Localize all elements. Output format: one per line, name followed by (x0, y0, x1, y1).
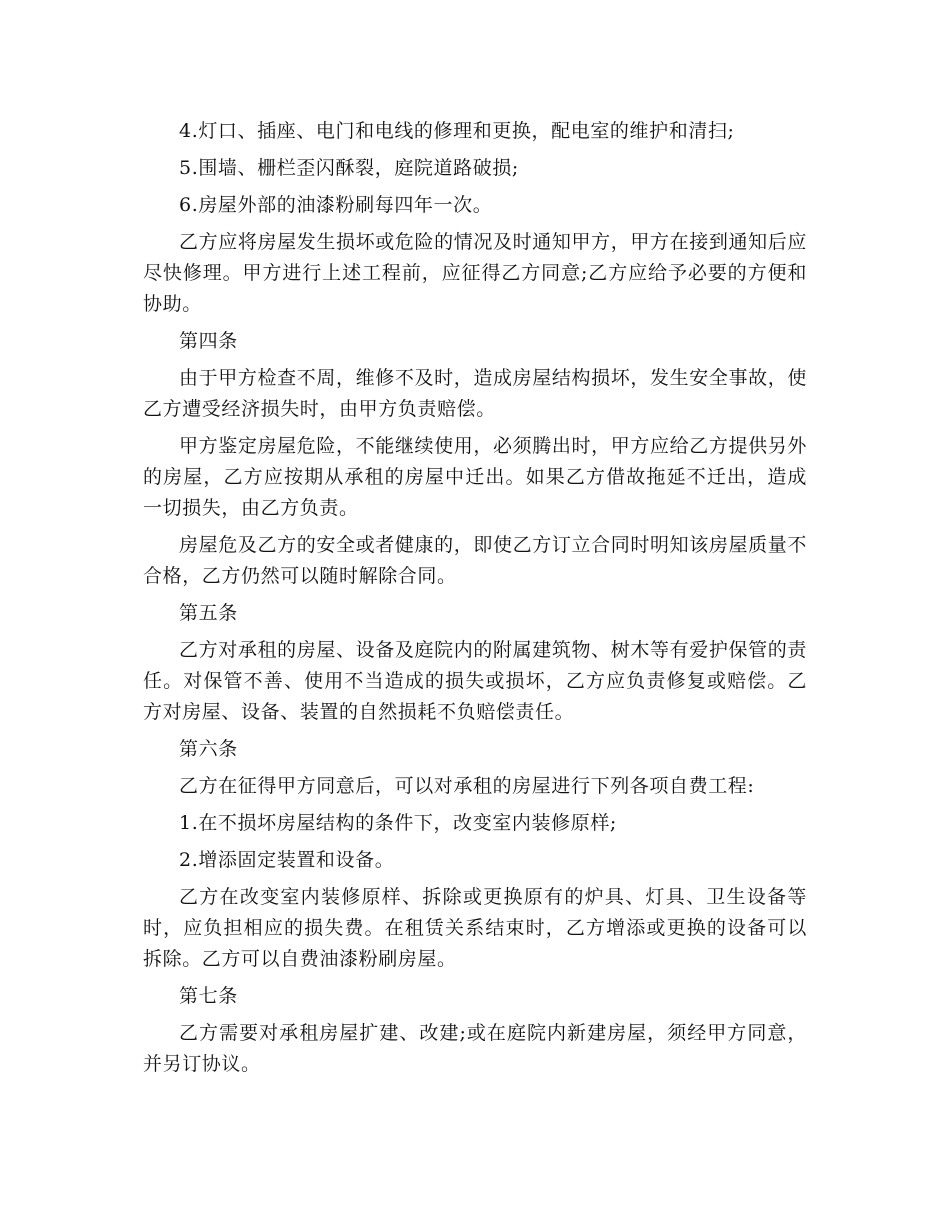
body-paragraph: 乙方在征得甲方同意后，可以对承租的房屋进行下列各项自费工程: (179, 775, 755, 797)
body-paragraph: 房屋危及乙方的安全或者健康的，即使乙方订立合同时明知该房屋质量不合格，乙方仍然可以随时解除合同。 (143, 534, 807, 587)
body-paragraph: 乙方需要对承租房屋扩建、改建;或在庭院内新建房屋，须经甲方同意，并另订协议。 (143, 1022, 807, 1075)
list-item-5: 5.围墙、栅栏歪闪酥裂，庭院道路破损; (179, 157, 519, 179)
article-heading-4: 第四条 (179, 330, 238, 352)
list-item-1: 1.在不损坏房屋结构的条件下，改变室内装修原样; (179, 812, 617, 834)
body-paragraph: 乙方应将房屋发生损坏或危险的情况及时通知甲方，甲方在接到通知后应尽快修理。甲方进行上述工程前，应征得乙方同意;乙方应给予必要的方便和协助。 (143, 231, 807, 315)
body-paragraph: 甲方鉴定房屋危险，不能继续使用，必须腾出时，甲方应给乙方提供另外的房屋，乙方应按期从承租的房屋中迁出。如果乙方借故拖延不迁出，造成一切损失，由乙方负责。 (143, 435, 807, 519)
article-heading-6: 第六条 (179, 738, 238, 760)
list-item-6: 6.房屋外部的油漆粉刷每四年一次。 (179, 194, 493, 216)
list-item-2: 2.增添固定装置和设备。 (179, 849, 395, 871)
article-heading-7: 第七条 (179, 985, 238, 1007)
body-paragraph: 由于甲方检查不周，维修不及时，造成房屋结构损坏，发生安全事故，使乙方遭受经济损失时，由甲方负责赔偿。 (143, 367, 807, 420)
article-heading-5: 第五条 (179, 602, 238, 624)
document-body (143, 116, 807, 1086)
body-paragraph: 乙方对承租的房屋、设备及庭院内的附属建筑物、树木等有爱护保管的责任。对保管不善、使用不当造成的损失或损坏，乙方应负责修复或赔偿。乙方对房屋、设备、装置的自然损耗不负赔偿责任。 (143, 639, 807, 723)
body-paragraph: 乙方在改变室内装修原样、拆除或更换原有的炉具、灯具、卫生设备等时，应负担相应的损失费。在租赁关系结束时，乙方增添或更换的设备可以拆除。乙方可以自费油漆粉刷房屋。 (143, 886, 807, 970)
list-item-4: 4.灯口、插座、电门和电线的修理和更换，配电室的维护和清扫; (179, 120, 735, 142)
